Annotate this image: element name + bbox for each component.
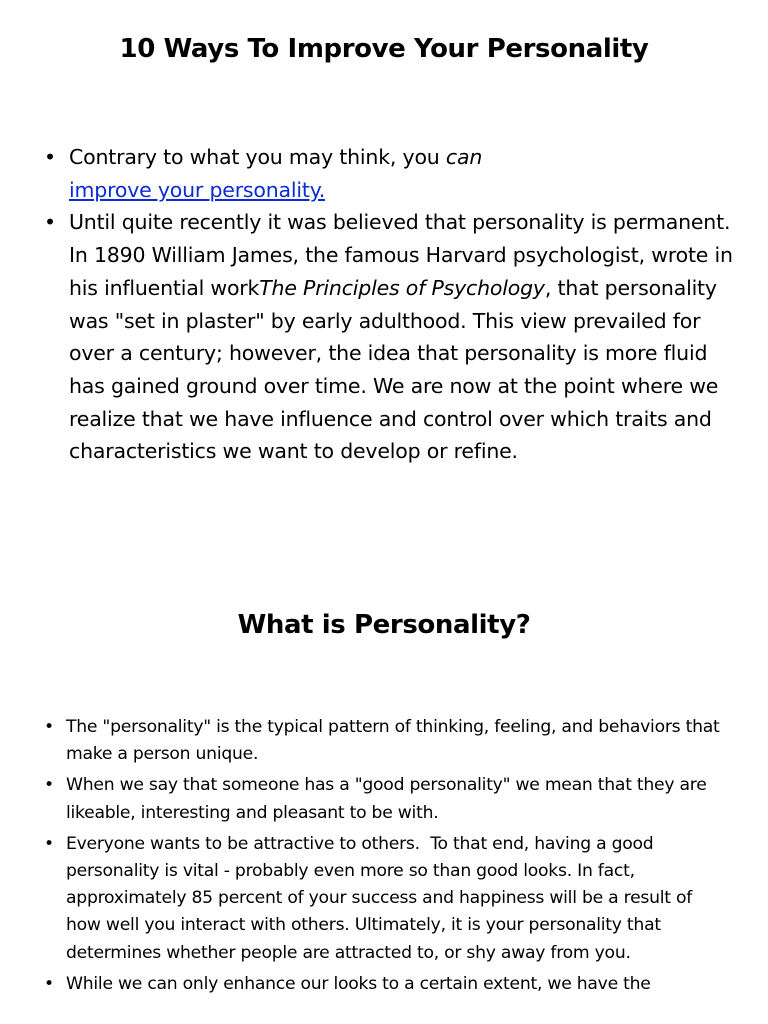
item-text: Everyone wants to be attractive to others. To that end, having a good personality is vital - probably even more so than good looks. In fact, approximately 85 percent of your success and happiness will be a result of how well you interact with others. Ultimately, it is your personality that determines whether people are attracted to, or shy away from you. bbox=[66, 833, 698, 963]
bullet-icon: • bbox=[44, 973, 54, 994]
item-text: The "personality" is the typical pattern of thinking, feeling, and behaviors that make a person unique. bbox=[66, 717, 720, 765]
list-item bbox=[44, 206, 744, 468]
list-item bbox=[44, 714, 724, 768]
item-emphasis: can bbox=[445, 145, 483, 169]
list-item bbox=[44, 772, 724, 826]
slide-title: 10 Ways To Improve Your Personality bbox=[119, 34, 649, 64]
item-text: While we can only enhance our looks to a certain extent, we have the bbox=[66, 973, 651, 994]
list-item bbox=[44, 831, 724, 967]
slide-2 bbox=[0, 560, 768, 1024]
bullet-icon: • bbox=[44, 833, 54, 854]
book-title: The Principles of Psychology bbox=[259, 275, 545, 300]
item-text: When we say that someone has a "good personality" we mean that they are likeable, interesting and pleasant to be with. bbox=[66, 775, 707, 823]
item-text: Until quite recently it was believed that personality is permanent. In 1890 William James, the famous Harvard psychologist, wrote in his influential work bbox=[69, 210, 733, 300]
bullet-icon: • bbox=[44, 775, 54, 796]
slide-title: What is Personality? bbox=[237, 610, 531, 640]
bullet-list bbox=[44, 714, 724, 1002]
bullet-list bbox=[44, 141, 744, 468]
item-text-continued: , that personality was "set in plaster" by early adulthood. This view prevailed for over a century; however, the idea that personality is more fluid has gained ground over time. We are now at the point where we realize that we have influence and control over which traits and characteristics we want to develop or refine. bbox=[69, 275, 719, 464]
item-text: Contrary to what you may think, you bbox=[69, 145, 446, 169]
bullet-icon: • bbox=[44, 717, 54, 737]
list-item bbox=[44, 971, 724, 998]
improve-personality-link[interactable]: improve your personality. bbox=[69, 177, 326, 202]
list-item bbox=[44, 141, 744, 206]
bullet-icon: • bbox=[44, 145, 56, 169]
bullet-icon: • bbox=[44, 210, 56, 235]
